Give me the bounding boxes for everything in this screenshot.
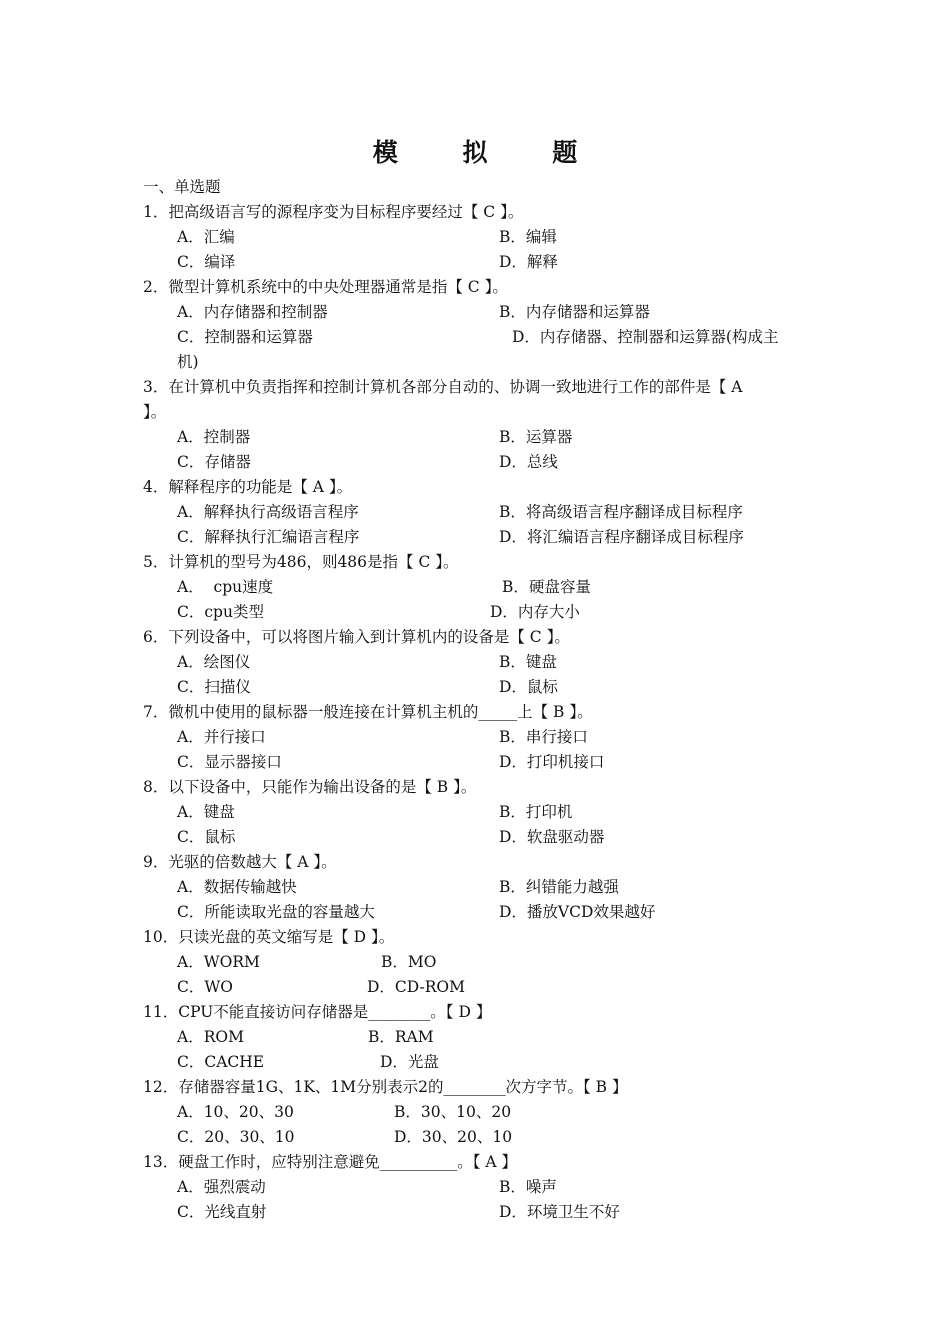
- question-4: 4．解释程序的功能是【 A 】。: [143, 478, 353, 496]
- option-5c: C．cpu类型: [177, 603, 264, 621]
- option-5d: D．内存大小: [490, 603, 580, 621]
- option-13c: C．光线直射: [177, 1203, 267, 1221]
- option-5b: B．硬盘容量: [502, 578, 591, 596]
- question-10: 10．只读光盘的英文缩写是【 D 】。: [143, 928, 395, 946]
- option-3c: C．存储器: [177, 453, 251, 471]
- option-11b: B．RAM: [368, 1028, 434, 1046]
- option-6b: B．键盘: [499, 653, 557, 671]
- option-1a: A．汇编: [177, 228, 235, 246]
- question-9: 9．光驱的倍数越大【 A 】。: [143, 853, 337, 871]
- question-7: 7．微机中使用的鼠标器一般连接在计算机主机的_____上【 B 】。: [143, 703, 593, 721]
- option-3d: D．总线: [499, 453, 558, 471]
- option-1b: B．编辑: [499, 228, 557, 246]
- option-6d: D．鼠标: [499, 678, 558, 696]
- option-5a: A． cpu速度: [177, 578, 274, 596]
- option-9a: A．数据传输越快: [177, 878, 297, 896]
- option-10d: D．CD-ROM: [367, 978, 465, 996]
- option-2c: C．控制器和运算器: [177, 328, 313, 346]
- option-1c: C．编译: [177, 253, 236, 271]
- option-11a: A．ROM: [177, 1028, 244, 1046]
- option-7a: A．并行接口: [177, 728, 266, 746]
- option-8b: B．打印机: [499, 803, 573, 821]
- question-2: 2．微型计算机系统中的中央处理器通常是指【 C 】。: [143, 278, 508, 296]
- question-8: 8．以下设备中，只能作为输出设备的是【 B 】。: [143, 778, 477, 796]
- option-12c: C．20、30、10: [177, 1128, 295, 1146]
- option-3b: B．运算器: [499, 428, 573, 446]
- option-12d: D．30、20、10: [394, 1128, 513, 1146]
- option-6a: A．绘图仪: [177, 653, 251, 671]
- option-1d: D．解释: [499, 253, 558, 271]
- option-2a: A．内存储器和控制器: [177, 303, 328, 321]
- section-heading: 一、单选题: [143, 178, 221, 196]
- option-2b: B．内存储器和运算器: [499, 303, 650, 321]
- question-11: 11．CPU不能直接访问存储器是________。【 D 】: [143, 1003, 492, 1021]
- question-5: 5．计算机的型号为486，则486是指【 C 】。: [143, 553, 459, 571]
- option-4d: D．将汇编语言程序翻译成目标程序: [499, 528, 744, 546]
- option-2d: D．内存储器、控制器和运算器(构成主: [512, 328, 779, 346]
- question-3-continued: 】。: [143, 403, 167, 421]
- page-title: 模 拟 题: [372, 138, 606, 167]
- option-6c: C．扫描仪: [177, 678, 251, 696]
- option-13a: A．强烈震动: [177, 1178, 266, 1196]
- option-8c: C．鼠标: [177, 828, 236, 846]
- option-8d: D．软盘驱动器: [499, 828, 605, 846]
- question-6: 6．下列设备中，可以将图片输入到计算机内的设备是【 C 】。: [143, 628, 570, 646]
- question-12: 12．存储器容量1G、1K、1M分别表示2的________次方字节。【 B 】: [143, 1078, 628, 1096]
- option-8a: A．键盘: [177, 803, 235, 821]
- option-9d: D．播放VCD效果越好: [499, 903, 656, 921]
- option-4b: B．将高级语言程序翻译成目标程序: [499, 503, 743, 521]
- option-13d: D．环境卫生不好: [499, 1203, 620, 1221]
- option-7c: C．显示器接口: [177, 753, 282, 771]
- question-3: 3．在计算机中负责指挥和控制计算机各部分自动的、协调一致地进行工作的部件是【 A: [143, 378, 743, 396]
- option-2d-continued: 机): [177, 353, 199, 371]
- option-12a: A．10、20、30: [177, 1103, 294, 1121]
- option-4c: C．解释执行汇编语言程序: [177, 528, 360, 546]
- option-12b: B．30、10、20: [394, 1103, 512, 1121]
- option-9b: B．纠错能力越强: [499, 878, 619, 896]
- option-10a: A．WORM: [177, 953, 260, 971]
- question-13: 13．硬盘工作时，应特别注意避免__________。【 A 】: [143, 1153, 518, 1171]
- option-7d: D．打印机接口: [499, 753, 605, 771]
- option-10b: B．MO: [381, 953, 437, 971]
- option-11d: D．光盘: [380, 1053, 439, 1071]
- option-11c: C．CACHE: [177, 1053, 265, 1071]
- option-13b: B．噪声: [499, 1178, 557, 1196]
- option-9c: C．所能读取光盘的容量越大: [177, 903, 375, 921]
- option-3a: A．控制器: [177, 428, 251, 446]
- option-4a: A．解释执行高级语言程序: [177, 503, 359, 521]
- option-10c: C．WO: [177, 978, 233, 996]
- question-1: 1．把高级语言写的源程序变为目标程序要经过【 C 】。: [143, 203, 524, 221]
- option-7b: B．串行接口: [499, 728, 588, 746]
